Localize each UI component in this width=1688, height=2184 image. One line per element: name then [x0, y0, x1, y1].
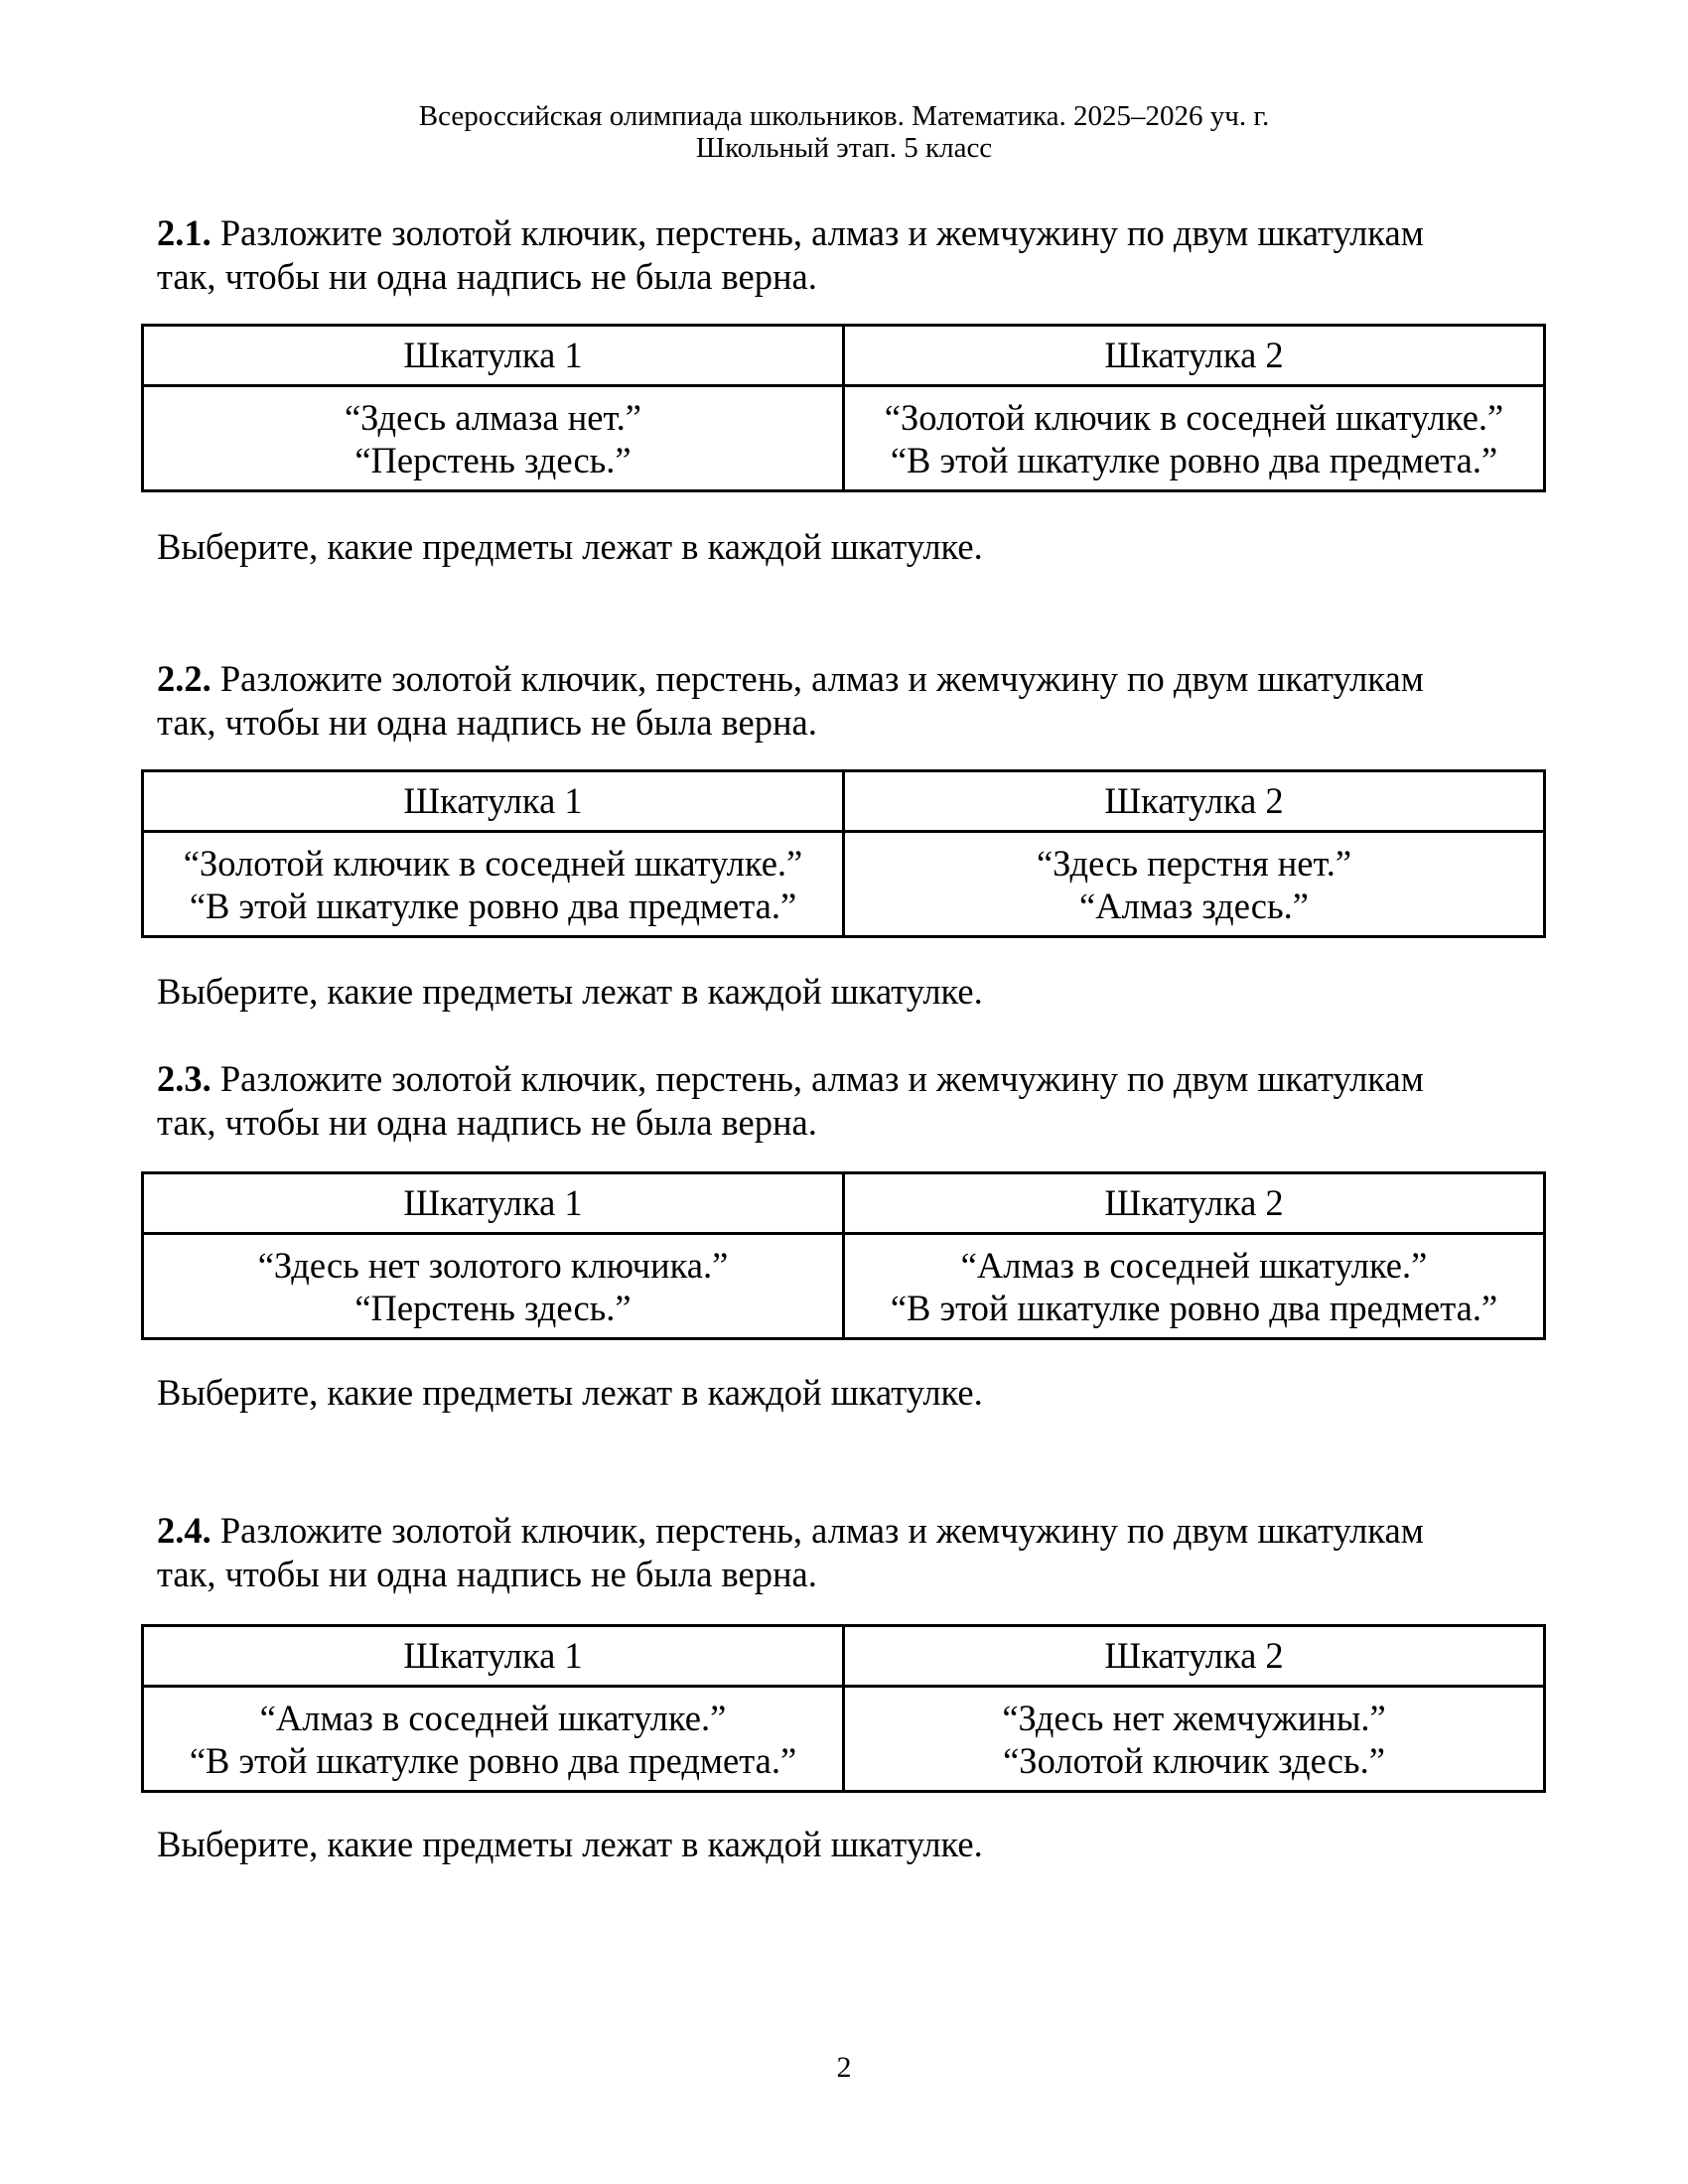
box-1-inscriptions: “Алмаз в соседней шкатулке.” “В этой шкатулке ровно два предмета.” — [143, 1687, 844, 1792]
problem-2-3-question: Выберите, какие предметы лежат в каждой шкатулке. — [157, 1372, 983, 1413]
problem-number: 2.1. — [157, 212, 211, 253]
page-number: 2 — [836, 2051, 852, 2084]
box-1-inscriptions: “Золотой ключик в соседней шкатулке.” “В этой шкатулке ровно два предмета.” — [143, 832, 844, 937]
box-2-header: Шкатулка 2 — [844, 326, 1545, 386]
box-2-inscriptions: “Золотой ключик в соседней шкатулке.” “В этой шкатулке ровно два предмета.” — [844, 386, 1545, 491]
problem-number: 2.3. — [157, 1058, 211, 1099]
problem-2-3-statement-line1: 2.3. Разложите золотой ключик, перстень, алмаз и жемчужину по двум шкатулкам — [157, 1058, 1424, 1099]
problem-2-1-question: Выберите, какие предметы лежат в каждой шкатулке. — [157, 526, 983, 567]
problem-2-1-boxes-table — [141, 324, 1546, 492]
problem-number: 2.2. — [157, 658, 211, 699]
problem-2-4-statement-line1: 2.4. Разложите золотой ключик, перстень, алмаз и жемчужину по двум шкатулкам — [157, 1510, 1424, 1551]
problem-2-4-question: Выберите, какие предметы лежат в каждой шкатулке. — [157, 1824, 983, 1864]
problem-2-1-statement-line1: 2.1. Разложите золотой ключик, перстень, алмаз и жемчужину по двум шкатулкам — [157, 212, 1424, 253]
box-2-inscriptions: “Алмаз в соседней шкатулке.” “В этой шкатулке ровно два предмета.” — [844, 1234, 1545, 1339]
problem-2-4-statement-line2: так, чтобы ни одна надпись не была верна. — [157, 1554, 817, 1594]
problem-2-4-boxes-table — [141, 1624, 1546, 1793]
problem-2-2-statement-line2: так, чтобы ни одна надпись не была верна. — [157, 702, 817, 743]
box-1-header: Шкатулка 1 — [143, 1173, 844, 1234]
problem-2-2-statement-line1: 2.2. Разложите золотой ключик, перстень, алмаз и жемчужину по двум шкатулкам — [157, 658, 1424, 699]
box-1-header: Шкатулка 1 — [143, 771, 844, 832]
problem-2-3-boxes-table — [141, 1171, 1546, 1340]
document-header-title: Всероссийская олимпиада школьников. Математика. 2025–2026 уч. г. — [418, 100, 1270, 132]
box-1-header: Шкатулка 1 — [143, 326, 844, 386]
document-header-subtitle: Школьный этап. 5 класс — [695, 132, 993, 164]
box-1-inscriptions: “Здесь нет золотого ключика.” “Перстень здесь.” — [143, 1234, 844, 1339]
box-1-inscriptions: “Здесь алмаза нет.” “Перстень здесь.” — [143, 386, 844, 491]
box-2-header: Шкатулка 2 — [844, 1626, 1545, 1687]
box-2-header: Шкатулка 2 — [844, 1173, 1545, 1234]
problem-2-1-statement-line2: так, чтобы ни одна надпись не была верна. — [157, 256, 817, 297]
problem-number: 2.4. — [157, 1510, 211, 1551]
box-2-header: Шкатулка 2 — [844, 771, 1545, 832]
box-2-inscriptions: “Здесь нет жемчужины.” “Золотой ключик здесь.” — [844, 1687, 1545, 1792]
problem-2-3-statement-line2: так, чтобы ни одна надпись не была верна. — [157, 1102, 817, 1143]
box-2-inscriptions: “Здесь перстня нет.” “Алмаз здесь.” — [844, 832, 1545, 937]
problem-2-2-question: Выберите, какие предметы лежат в каждой шкатулке. — [157, 971, 983, 1012]
problem-2-2-boxes-table — [141, 769, 1546, 938]
box-1-header: Шкатулка 1 — [143, 1626, 844, 1687]
